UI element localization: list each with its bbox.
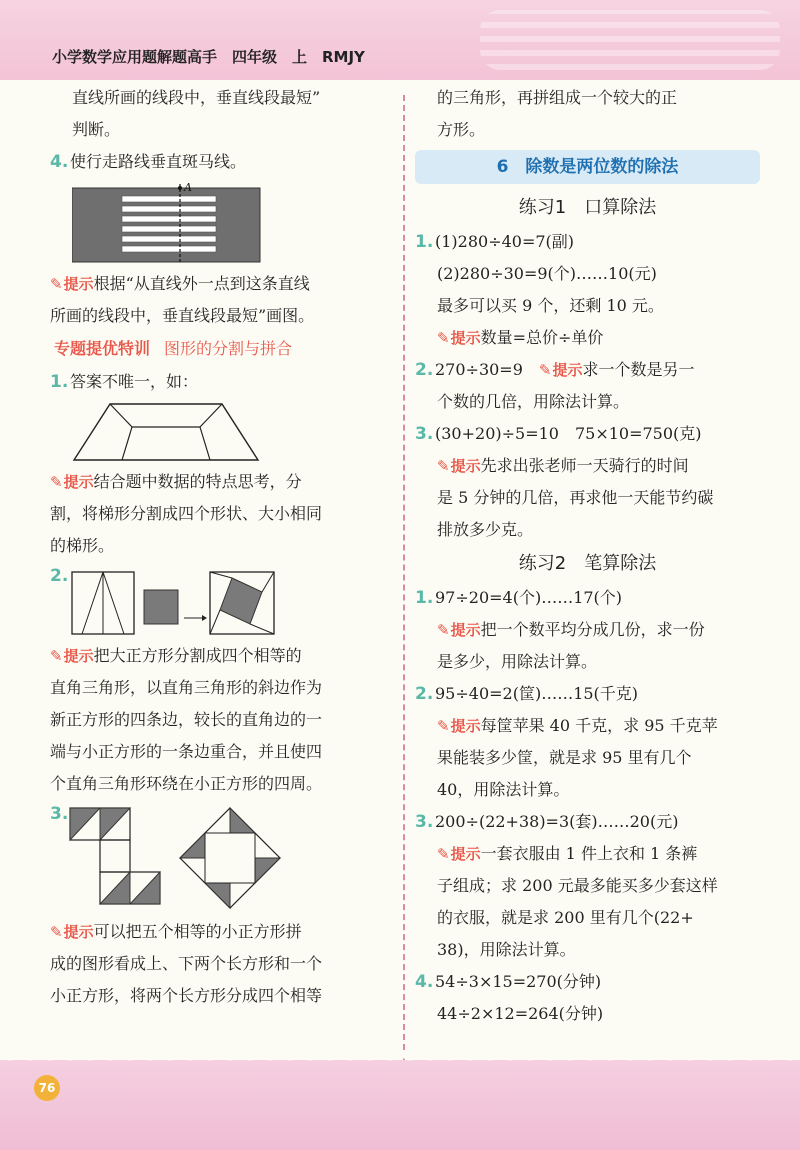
hint-label: ✎ 提示 [437,621,481,639]
answer-text: 97÷20=4(个)……17(个) [435,588,623,607]
hint-label: ✎ 提示 [437,329,481,347]
answer-text: 200÷(22+38)=3(套)……20(元) [435,812,679,831]
section-title: 6 除数是两位数的除法 [415,150,760,184]
special-topic-heading [50,332,395,366]
page-number: 76 [34,1075,60,1101]
continued-text: 方形。 [437,120,486,139]
hint-continued: 端与小正方形的一条边重合，并且使四 [50,742,323,761]
hint [415,838,760,870]
footer-band [0,1060,800,1150]
special-topic-title: 专题提优特训 [54,339,151,358]
continued-text: 判断。 [72,120,121,139]
hint-continued: 成的图形看成上、下两个长方形和一个 [50,954,323,973]
hint-label: ✎ 提示 [50,473,94,491]
hint-continued: 是多少，用除法计算。 [437,652,598,671]
question-number: 2. [415,360,434,380]
right-column [415,82,760,1030]
question-number: 4. [415,972,434,992]
hint-continued: 所画的线段中，垂直线段最短”画图。 [50,306,315,325]
hint-continued: 的梯形。 [50,536,115,555]
hint-text: 把大正方形分割成四个相等的 [93,646,302,665]
hint-text: 把一个数平均分成几份，求一份 [480,620,705,639]
hint-label: ✎ 提示 [50,647,94,665]
question-number: 3. [415,424,434,444]
hint-label: ✎ 提示 [437,845,481,863]
exercise-1-question-2 [415,354,760,386]
exercise-2-question-1 [415,582,760,614]
hint-continued: 割，将梯形分割成四个形状、大小相同 [50,504,323,523]
hint-text: 数量=总价÷单价 [480,328,604,347]
hint [50,916,395,948]
hint-label: ✎ 提示 [50,923,94,941]
hint [50,640,395,672]
answer-text: 95÷40=2(筐)……15(千克) [435,684,639,703]
hint-continued: 是 5 分钟的几倍，再求他一天能节约碳 [437,488,714,507]
exercise-1-title: 练习1 口算除法 [518,197,657,218]
hint-text: 根据“从直线外一点到这条直线 [93,274,310,293]
question-number: 3. [50,804,69,824]
hint [415,710,760,742]
question-4 [50,146,395,178]
answer-text: 270÷30=9 [435,360,523,379]
exercise-2-question-4 [415,966,760,998]
hint-continued: 的衣服，就是求 200 里有几个(22+ [437,908,694,927]
question-number: 2. [415,684,434,704]
hint-text: 结合题中数据的特点思考，分 [93,472,302,491]
hint-continued: 排放多少克。 [437,520,534,539]
hint-text: 可以把五个相等的小正方形拼 [93,922,302,941]
exercise-2-title: 练习2 笔算除法 [518,553,657,574]
exercise-2-question-2 [415,678,760,710]
hint-continued: 直角三角形，以直角三角形的斜边作为 [50,678,323,697]
hint-label: ✎ 提示 [539,361,583,379]
left-column [50,82,395,1012]
exercise-2-question-3 [415,806,760,838]
answer-text: 答案不唯一，如： [70,372,199,391]
hint-text: 先求出张老师一天骑行的时间 [480,456,689,475]
hint [415,614,760,646]
point-a-label: A [184,182,192,194]
hint-text: 一套衣服由 1 件上衣和 1 条裤 [480,844,698,863]
book-title: 小学数学应用题解题高手 四年级 上 RMJY [52,48,365,66]
answer-text: 最多可以买 9 个，还剩 10 元。 [437,296,664,315]
answer-text: 44÷2×12=264(分钟) [437,1004,604,1023]
hint-label: ✎ 提示 [437,717,481,735]
hint-continued: 40，用除法计算。 [437,780,570,799]
column-divider [403,95,405,1060]
answer-text: 54÷3×15=270(分钟) [435,972,602,991]
header-decoration [480,10,780,70]
crosswalk-figure [72,182,262,264]
question-number: 2. [50,566,69,586]
hint-text: 每筐苹果 40 千克，求 95 千克苹 [480,716,718,735]
special-topic-subtitle: 图形的分割与拼合 [164,339,293,358]
hint-continued: 个数的几倍，用除法计算。 [437,392,630,411]
question-number: 3. [415,812,434,832]
question-number: 1. [415,588,434,608]
hint-continued: 小正方形，将两个长方形分成四个相等 [50,986,323,1005]
answer-text: (30+20)÷5=10 75×10=750(克) [435,424,702,443]
continued-text: 直线所画的线段中，垂直线段最短” [72,88,321,107]
hint-continued: 个直角三角形环绕在小正方形的四周。 [50,774,323,793]
hint [50,268,395,300]
header-band [0,0,800,80]
square-rearrangement-figure [70,570,280,636]
continued-text: 的三角形，再拼组成一个较大的正 [437,88,678,107]
exercise-1-question-1 [415,226,760,258]
five-squares-figure [68,806,288,910]
hint [415,322,760,354]
answer-text: (1)280÷40=7(副) [435,232,575,251]
special-question-1 [50,366,395,398]
hint [415,450,760,482]
exercise-1-question-3 [415,418,760,450]
question-number: 1. [415,232,434,252]
question-number: 4. [50,152,69,172]
hint-label: ✎ 提示 [437,457,481,475]
trapezoid-split-figure [72,402,262,462]
answer-text: (2)280÷30=9(个)……10(元) [437,264,657,283]
special-question-2 [50,566,395,640]
hint-continued: 子组成；求 200 元最多能买多少套这样 [437,876,718,895]
special-question-3 [50,804,395,916]
hint-label: ✎ 提示 [50,275,94,293]
hint [50,466,395,498]
answer-text: 使行走路线垂直斑马线。 [70,152,247,171]
question-number: 1. [50,372,69,392]
hint-continued: 新正方形的四条边，较长的直角边的一 [50,710,323,729]
hint-continued: 果能装多少筐，就是求 95 里有几个 [437,748,692,767]
hint-text: 求一个数是另一 [582,360,695,379]
hint-continued: 38)，用除法计算。 [437,940,576,959]
